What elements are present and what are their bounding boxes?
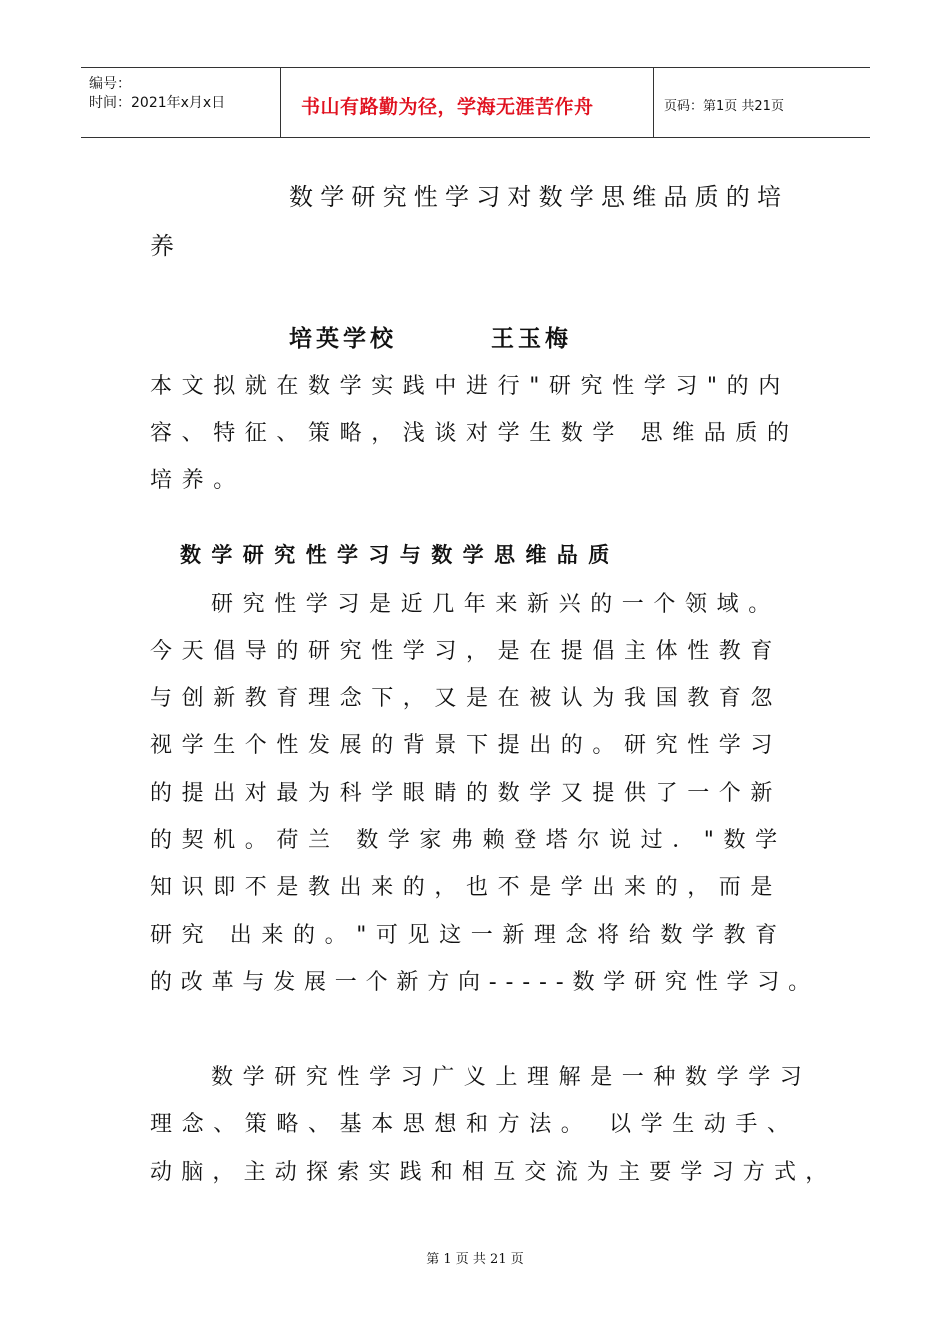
document-header	[81, 67, 870, 138]
motto-text: 书山有路勤为径，学海无涯苦作舟	[301, 96, 594, 118]
doc-title-line-2: 养	[150, 232, 182, 260]
serial-label: 编号：	[89, 76, 131, 92]
paragraph-line: 的契机。荷兰 数学家弗赖登塔尔说过．"数学	[150, 828, 787, 853]
section-heading: 数学研究性学习与数学思维品质	[180, 543, 620, 567]
header-motto-cell	[281, 68, 654, 137]
paragraph-line: 研究 出来的。"可见这一新理念将给数学教育	[150, 923, 787, 948]
paragraph-line: 知识即不是教出来的，也不是学出来的，而是	[150, 875, 783, 900]
header-page-cell	[654, 68, 870, 137]
abstract-line: 本文拟就在数学实践中进行"研究性学习"的内	[150, 374, 790, 399]
paragraph-line: 的改革与发展一个新方向-----数学研究性学习。	[150, 970, 819, 995]
page-info: 页码：第1页 共21页	[664, 99, 784, 114]
abstract-line: 培养。	[150, 468, 245, 493]
paragraph-line: 研究性学习是近几年来新兴的一个领域。	[211, 592, 780, 617]
paragraph-line: 视学生个性发展的背景下提出的。研究性学习	[150, 733, 783, 758]
paragraph-line: 与创新教育理念下，又是在被认为我国教育忽	[150, 686, 783, 711]
abstract-line: 容、特征、策略，浅谈对学生数学 思维品质的	[150, 421, 799, 446]
page-footer: 第 1 页 共 21 页	[426, 1252, 524, 1267]
date-label: 时间：2021年x月x日	[89, 95, 226, 111]
author-school: 培英学校	[289, 326, 397, 352]
paragraph-line: 今天倡导的研究性学习，是在提倡主体性教育	[150, 639, 783, 664]
author-name: 王玉梅	[491, 326, 572, 352]
doc-title-line-1: 数学研究性学习对数学思维品质的培	[289, 183, 789, 211]
header-meta-cell	[81, 68, 281, 137]
paragraph-line: 动脑，主动探索实践和相互交流为主要学习方式，	[150, 1160, 837, 1185]
paragraph-line: 理念、策略、基本思想和方法。 以学生动手、	[150, 1112, 799, 1137]
paragraph-line: 的提出对最为科学眼睛的数学又提供了一个新	[150, 781, 783, 806]
paragraph-line: 数学研究性学习广义上理解是一种数学学习	[211, 1065, 812, 1090]
